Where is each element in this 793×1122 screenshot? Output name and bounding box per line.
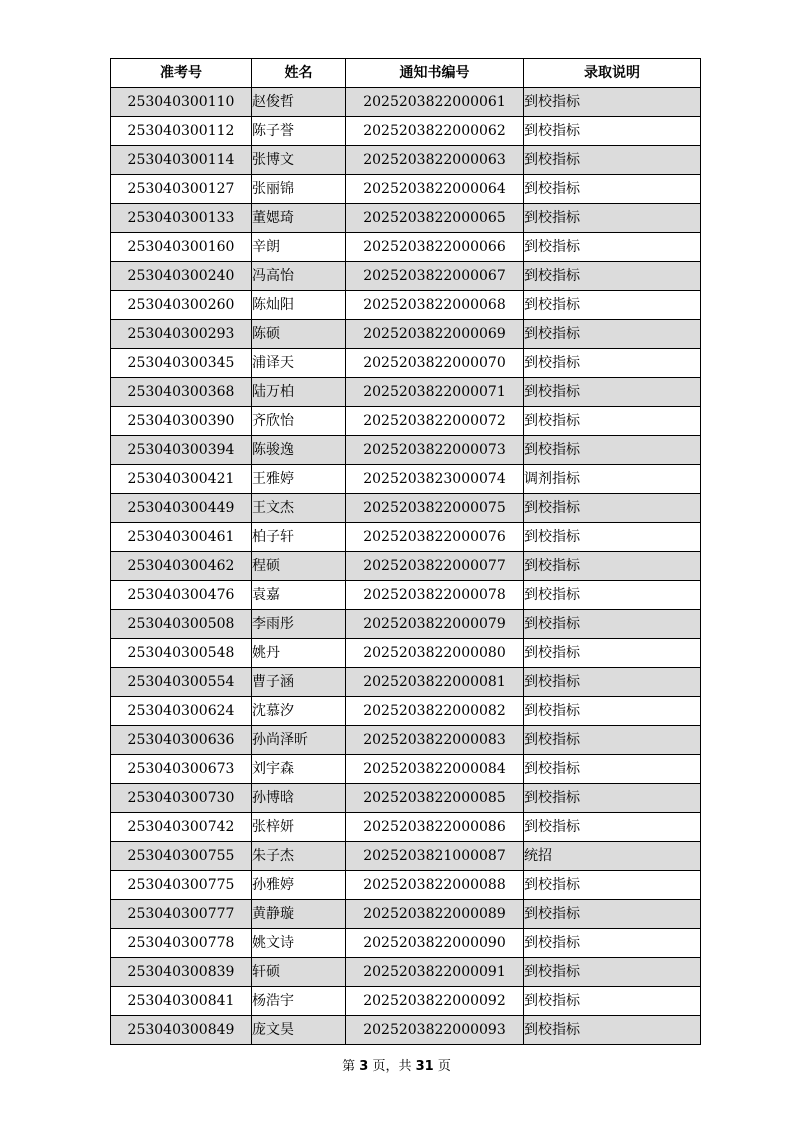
cell-notice-number: 2025203822000085	[346, 784, 524, 813]
cell-notice-number: 2025203822000088	[346, 871, 524, 900]
cell-exam-number: 253040300390	[111, 407, 252, 436]
cell-exam-number: 253040300673	[111, 755, 252, 784]
cell-admission-note: 到校指标	[524, 1016, 701, 1045]
cell-exam-number: 253040300554	[111, 668, 252, 697]
table-row	[111, 88, 701, 117]
cell-exam-number: 253040300345	[111, 349, 252, 378]
table-row	[111, 175, 701, 204]
table-row	[111, 436, 701, 465]
cell-notice-number: 2025203822000066	[346, 233, 524, 262]
cell-notice-number: 2025203823000074	[346, 465, 524, 494]
cell-exam-number: 253040300839	[111, 958, 252, 987]
table-row	[111, 697, 701, 726]
table-row	[111, 871, 701, 900]
header-notice-number: 通知书编号	[346, 59, 524, 88]
cell-admission-note: 到校指标	[524, 755, 701, 784]
table-row	[111, 262, 701, 291]
cell-admission-note: 到校指标	[524, 117, 701, 146]
table-row	[111, 146, 701, 175]
cell-exam-number: 253040300778	[111, 929, 252, 958]
cell-admission-note: 到校指标	[524, 262, 701, 291]
cell-admission-note: 到校指标	[524, 552, 701, 581]
cell-name: 张丽锦	[252, 175, 346, 204]
cell-exam-number: 253040300462	[111, 552, 252, 581]
footer-mid: 页，共	[372, 1059, 412, 1074]
table-row	[111, 494, 701, 523]
cell-notice-number: 2025203822000072	[346, 407, 524, 436]
cell-notice-number: 2025203822000069	[346, 320, 524, 349]
cell-notice-number: 2025203822000070	[346, 349, 524, 378]
cell-admission-note: 到校指标	[524, 349, 701, 378]
table-row	[111, 610, 701, 639]
cell-name: 李雨彤	[252, 610, 346, 639]
cell-exam-number: 253040300160	[111, 233, 252, 262]
cell-exam-number: 253040300293	[111, 320, 252, 349]
cell-notice-number: 2025203821000087	[346, 842, 524, 871]
cell-admission-note: 到校指标	[524, 784, 701, 813]
cell-notice-number: 2025203822000071	[346, 378, 524, 407]
table-row	[111, 349, 701, 378]
cell-exam-number: 253040300461	[111, 523, 252, 552]
cell-admission-note: 到校指标	[524, 494, 701, 523]
table-header-row	[111, 59, 701, 88]
cell-name: 浦译天	[252, 349, 346, 378]
cell-notice-number: 2025203822000081	[346, 668, 524, 697]
cell-exam-number: 253040300777	[111, 900, 252, 929]
cell-notice-number: 2025203822000084	[346, 755, 524, 784]
cell-notice-number: 2025203822000073	[346, 436, 524, 465]
table-body	[111, 88, 701, 1045]
cell-name: 赵俊哲	[252, 88, 346, 117]
cell-exam-number: 253040300368	[111, 378, 252, 407]
cell-notice-number: 2025203822000091	[346, 958, 524, 987]
cell-exam-number: 253040300240	[111, 262, 252, 291]
cell-admission-note: 到校指标	[524, 146, 701, 175]
table-row	[111, 552, 701, 581]
cell-admission-note: 到校指标	[524, 407, 701, 436]
cell-admission-note: 到校指标	[524, 697, 701, 726]
table-row	[111, 407, 701, 436]
cell-admission-note: 到校指标	[524, 175, 701, 204]
table-row	[111, 204, 701, 233]
cell-notice-number: 2025203822000090	[346, 929, 524, 958]
cell-admission-note: 到校指标	[524, 233, 701, 262]
cell-admission-note: 到校指标	[524, 320, 701, 349]
footer-suffix: 页	[437, 1059, 451, 1074]
cell-name: 王文杰	[252, 494, 346, 523]
cell-exam-number: 253040300755	[111, 842, 252, 871]
cell-notice-number: 2025203822000083	[346, 726, 524, 755]
table-row	[111, 958, 701, 987]
table-row	[111, 900, 701, 929]
cell-name: 轩硕	[252, 958, 346, 987]
cell-name: 陈骏逸	[252, 436, 346, 465]
cell-admission-note: 调剂指标	[524, 465, 701, 494]
cell-name: 陆万柏	[252, 378, 346, 407]
cell-exam-number: 253040300421	[111, 465, 252, 494]
cell-name: 齐欣怡	[252, 407, 346, 436]
cell-name: 柏子轩	[252, 523, 346, 552]
table-row	[111, 233, 701, 262]
cell-name: 刘宇森	[252, 755, 346, 784]
cell-admission-note: 到校指标	[524, 958, 701, 987]
cell-exam-number: 253040300114	[111, 146, 252, 175]
cell-notice-number: 2025203822000061	[346, 88, 524, 117]
cell-exam-number: 253040300730	[111, 784, 252, 813]
cell-name: 张博文	[252, 146, 346, 175]
cell-admission-note: 到校指标	[524, 88, 701, 117]
cell-exam-number: 253040300548	[111, 639, 252, 668]
cell-exam-number: 253040300133	[111, 204, 252, 233]
cell-exam-number: 253040300849	[111, 1016, 252, 1045]
cell-exam-number: 253040300127	[111, 175, 252, 204]
cell-notice-number: 2025203822000086	[346, 813, 524, 842]
header-admission-note: 录取说明	[524, 59, 701, 88]
cell-exam-number: 253040300624	[111, 697, 252, 726]
cell-exam-number: 253040300110	[111, 88, 252, 117]
cell-name: 陈子誉	[252, 117, 346, 146]
cell-name: 陈硕	[252, 320, 346, 349]
cell-name: 杨浩宇	[252, 987, 346, 1016]
cell-name: 孙雅婷	[252, 871, 346, 900]
cell-exam-number: 253040300476	[111, 581, 252, 610]
cell-notice-number: 2025203822000065	[346, 204, 524, 233]
cell-admission-note: 到校指标	[524, 581, 701, 610]
cell-name: 董媤琦	[252, 204, 346, 233]
cell-exam-number: 253040300508	[111, 610, 252, 639]
cell-admission-note: 到校指标	[524, 436, 701, 465]
cell-admission-note: 到校指标	[524, 204, 701, 233]
table-row	[111, 523, 701, 552]
admission-table	[110, 58, 701, 1045]
cell-admission-note: 到校指标	[524, 639, 701, 668]
cell-admission-note: 到校指标	[524, 871, 701, 900]
cell-admission-note: 到校指标	[524, 987, 701, 1016]
cell-admission-note: 到校指标	[524, 668, 701, 697]
header-exam-number: 准考号	[111, 59, 252, 88]
footer-prefix: 第	[342, 1059, 356, 1074]
cell-exam-number: 253040300775	[111, 871, 252, 900]
cell-exam-number: 253040300636	[111, 726, 252, 755]
cell-name: 冯高怡	[252, 262, 346, 291]
cell-admission-note: 到校指标	[524, 726, 701, 755]
cell-name: 陈灿阳	[252, 291, 346, 320]
cell-name: 姚文诗	[252, 929, 346, 958]
table-row	[111, 929, 701, 958]
table-row	[111, 813, 701, 842]
table-row	[111, 1016, 701, 1045]
table-row	[111, 987, 701, 1016]
cell-admission-note: 到校指标	[524, 900, 701, 929]
cell-exam-number: 253040300112	[111, 117, 252, 146]
cell-notice-number: 2025203822000078	[346, 581, 524, 610]
table-row	[111, 378, 701, 407]
table-row	[111, 320, 701, 349]
cell-notice-number: 2025203822000093	[346, 1016, 524, 1045]
footer-total-pages: 31	[415, 1059, 434, 1074]
table-row	[111, 465, 701, 494]
cell-exam-number: 253040300742	[111, 813, 252, 842]
cell-admission-note: 到校指标	[524, 523, 701, 552]
cell-notice-number: 2025203822000064	[346, 175, 524, 204]
cell-name: 辛朗	[252, 233, 346, 262]
cell-admission-note: 到校指标	[524, 813, 701, 842]
cell-notice-number: 2025203822000080	[346, 639, 524, 668]
table-row	[111, 581, 701, 610]
table-row	[111, 639, 701, 668]
header-name: 姓名	[252, 59, 346, 88]
cell-notice-number: 2025203822000062	[346, 117, 524, 146]
cell-exam-number: 253040300449	[111, 494, 252, 523]
cell-name: 朱子杰	[252, 842, 346, 871]
cell-exam-number: 253040300841	[111, 987, 252, 1016]
cell-admission-note: 到校指标	[524, 929, 701, 958]
cell-notice-number: 2025203822000068	[346, 291, 524, 320]
cell-notice-number: 2025203822000079	[346, 610, 524, 639]
cell-name: 孙博晗	[252, 784, 346, 813]
cell-admission-note: 到校指标	[524, 378, 701, 407]
table-row	[111, 726, 701, 755]
cell-exam-number: 253040300394	[111, 436, 252, 465]
cell-notice-number: 2025203822000063	[346, 146, 524, 175]
cell-name: 姚丹	[252, 639, 346, 668]
cell-admission-note: 统招	[524, 842, 701, 871]
cell-exam-number: 253040300260	[111, 291, 252, 320]
cell-name: 沈慕汐	[252, 697, 346, 726]
cell-notice-number: 2025203822000076	[346, 523, 524, 552]
cell-admission-note: 到校指标	[524, 610, 701, 639]
cell-notice-number: 2025203822000075	[346, 494, 524, 523]
cell-notice-number: 2025203822000077	[346, 552, 524, 581]
cell-admission-note: 到校指标	[524, 291, 701, 320]
table-row	[111, 117, 701, 146]
cell-name: 黄静璇	[252, 900, 346, 929]
cell-name: 张梓妍	[252, 813, 346, 842]
cell-name: 曹子涵	[252, 668, 346, 697]
cell-name: 庞文昊	[252, 1016, 346, 1045]
table-row	[111, 291, 701, 320]
table-row	[111, 842, 701, 871]
cell-notice-number: 2025203822000089	[346, 900, 524, 929]
cell-notice-number: 2025203822000067	[346, 262, 524, 291]
table-row	[111, 755, 701, 784]
cell-name: 王雅婷	[252, 465, 346, 494]
cell-name: 袁嘉	[252, 581, 346, 610]
cell-name: 程硕	[252, 552, 346, 581]
cell-notice-number: 2025203822000082	[346, 697, 524, 726]
cell-notice-number: 2025203822000092	[346, 987, 524, 1016]
page-footer	[0, 1055, 793, 1074]
table-row	[111, 668, 701, 697]
table-row	[111, 784, 701, 813]
cell-name: 孙尚泽昕	[252, 726, 346, 755]
footer-page-number: 3	[359, 1059, 369, 1074]
